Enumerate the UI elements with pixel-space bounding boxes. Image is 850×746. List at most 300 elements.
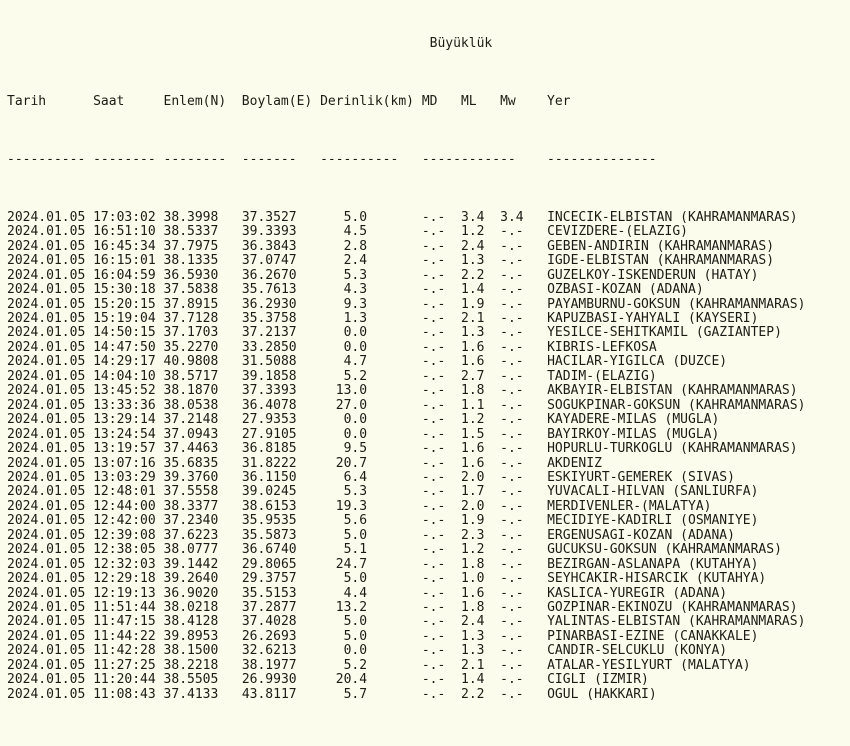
- cell-longitude: 29.3757: [241, 571, 321, 587]
- cell-longitude: 35.5873: [241, 527, 321, 543]
- cell-time: 11:47:15: [93, 614, 164, 630]
- cell-ml: 2.3: [461, 527, 501, 543]
- cell-md: -.-: [421, 325, 461, 341]
- cell-md: -.-: [421, 267, 461, 283]
- cell-md: -.-: [421, 628, 461, 644]
- cell-latitude: 40.9808: [163, 354, 242, 370]
- cell-date: 2024.01.05: [7, 397, 94, 413]
- cell-ml: 1.6: [461, 441, 501, 457]
- ruler-segment: --------------: [547, 151, 657, 167]
- cell-mw: -.-: [500, 397, 548, 413]
- cell-latitude: 37.4133: [163, 686, 242, 702]
- cell-mw: -.-: [500, 513, 548, 529]
- table-row: [7, 457, 805, 471]
- table-row: [7, 225, 805, 239]
- cell-ml: 1.1: [461, 397, 501, 413]
- column-header-row: [7, 95, 805, 109]
- table-row: [7, 558, 805, 572]
- table-row: [7, 688, 805, 702]
- cell-date: 2024.01.05: [7, 368, 94, 384]
- cell-md: -.-: [421, 253, 461, 269]
- cell-depth: 9.3: [320, 296, 422, 312]
- cell-date: 2024.01.05: [7, 209, 94, 225]
- cell-md: -.-: [421, 412, 461, 428]
- cell-ml: 1.2: [461, 542, 501, 558]
- cell-md: -.-: [421, 527, 461, 543]
- cell-time: 14:47:50: [93, 339, 164, 355]
- cell-ml: 1.2: [461, 412, 501, 428]
- cell-date: 2024.01.05: [7, 498, 94, 514]
- cell-longitude: 37.0747: [241, 253, 321, 269]
- cell-ml: 1.6: [461, 585, 501, 601]
- cell-md: -.-: [421, 397, 461, 413]
- cell-location: ATALAR-YESILYURT (MALATYA): [547, 657, 751, 673]
- cell-depth: 1.3: [320, 310, 422, 326]
- cell-date: 2024.01.05: [7, 614, 94, 630]
- magnitude-group-label: Büyüklük: [429, 36, 493, 52]
- cell-md: -.-: [421, 296, 461, 312]
- cell-location: KAPUZBASI-YAHYALI (KAYSERI): [547, 310, 759, 326]
- cell-ml: 2.4: [461, 238, 501, 254]
- cell-date: 2024.01.05: [7, 628, 94, 644]
- table-row: [7, 471, 805, 485]
- cell-date: 2024.01.05: [7, 325, 94, 341]
- cell-depth: 5.0: [320, 209, 422, 225]
- cell-latitude: 38.2218: [163, 657, 242, 673]
- table-row: [7, 384, 805, 398]
- cell-ml: 3.4: [461, 209, 501, 225]
- cell-ml: 2.2: [461, 267, 501, 283]
- cell-time: 13:24:54: [93, 426, 164, 442]
- cell-date: 2024.01.05: [7, 354, 94, 370]
- cell-location: KAYADERE-MILAS (MUGLA): [547, 412, 720, 428]
- ruler-segment: ------------: [421, 151, 516, 167]
- cell-mw: -.-: [500, 614, 548, 630]
- cell-latitude: 38.1870: [163, 383, 242, 399]
- cell-latitude: 37.7128: [163, 310, 242, 326]
- cell-location: GOZPINAR-EKINOZU (KAHRAMANMARAS): [547, 600, 798, 616]
- cell-md: -.-: [421, 368, 461, 384]
- cell-depth: 5.0: [320, 628, 422, 644]
- cell-longitude: 35.3758: [241, 310, 321, 326]
- cell-latitude: 35.2270: [163, 339, 242, 355]
- table-row: [7, 413, 805, 427]
- cell-time: 12:38:05: [93, 542, 164, 558]
- cell-latitude: 38.4128: [163, 614, 242, 630]
- cell-location: YUVACALI-HILVAN (SANLIURFA): [547, 484, 759, 500]
- cell-longitude: 36.8185: [241, 441, 321, 457]
- cell-mw: -.-: [500, 628, 548, 644]
- ruler-segment: -------: [241, 151, 297, 167]
- cell-time: 13:45:52: [93, 383, 164, 399]
- cell-time: 12:32:03: [93, 556, 164, 572]
- cell-latitude: 36.5930: [163, 267, 242, 283]
- cell-location: ESKIYURT-GEMEREK (SIVAS): [547, 469, 735, 485]
- cell-ml: 1.3: [461, 628, 501, 644]
- cell-longitude: 26.9930: [241, 672, 321, 688]
- cell-latitude: 38.1500: [163, 643, 242, 659]
- cell-latitude: 37.2340: [163, 513, 242, 529]
- table-row: [7, 644, 805, 658]
- cell-md: -.-: [421, 614, 461, 630]
- cell-time: 16:51:10: [93, 224, 164, 240]
- table-row: [7, 529, 805, 543]
- column-header-mw: Mw: [500, 94, 516, 110]
- cell-longitude: 36.3843: [241, 238, 321, 254]
- cell-depth: 5.0: [320, 527, 422, 543]
- cell-latitude: 37.1703: [163, 325, 242, 341]
- cell-ml: 2.0: [461, 498, 501, 514]
- cell-depth: 2.4: [320, 253, 422, 269]
- cell-depth: 2.8: [320, 238, 422, 254]
- cell-md: -.-: [421, 224, 461, 240]
- cell-md: -.-: [421, 354, 461, 370]
- cell-longitude: 36.6740: [241, 542, 321, 558]
- cell-mw: -.-: [500, 542, 548, 558]
- cell-longitude: 37.4028: [241, 614, 321, 630]
- cell-latitude: 37.4463: [163, 441, 242, 457]
- cell-location: BEZIRGAN-ASLANAPA (KUTAHYA): [547, 556, 759, 572]
- cell-location: AKBAYIR-ELBISTAN (KAHRAMANMARAS): [547, 383, 798, 399]
- cell-ml: 1.6: [461, 354, 501, 370]
- cell-ml: 2.1: [461, 310, 501, 326]
- cell-depth: 24.7: [320, 556, 422, 572]
- cell-location: PINARBASI-EZINE (CANAKKALE): [547, 628, 759, 644]
- cell-time: 12:19:13: [93, 585, 164, 601]
- cell-longitude: 36.4078: [241, 397, 321, 413]
- cell-time: 13:19:57: [93, 441, 164, 457]
- cell-ml: 1.2: [461, 224, 501, 240]
- table-row: [7, 601, 805, 615]
- earthquake-table: [7, 0, 805, 746]
- cell-mw: -.-: [500, 310, 548, 326]
- cell-longitude: 37.3393: [241, 383, 321, 399]
- cell-latitude: 37.2148: [163, 412, 242, 428]
- cell-ml: 1.4: [461, 282, 501, 298]
- cell-date: 2024.01.05: [7, 513, 94, 529]
- table-row: [7, 240, 805, 254]
- cell-time: 11:51:44: [93, 600, 164, 616]
- cell-mw: -.-: [500, 527, 548, 543]
- cell-mw: -.-: [500, 585, 548, 601]
- cell-time: 13:07:16: [93, 455, 164, 471]
- cell-depth: 0.0: [320, 339, 422, 355]
- cell-md: -.-: [421, 441, 461, 457]
- cell-location: GUCUKSU-GOKSUN (KAHRAMANMARAS): [547, 542, 782, 558]
- cell-ml: 1.7: [461, 484, 501, 500]
- ruler-segment: ----------: [7, 151, 86, 167]
- cell-longitude: 33.2850: [241, 339, 321, 355]
- cell-longitude: 39.3393: [241, 224, 321, 240]
- cell-ml: 1.8: [461, 600, 501, 616]
- cell-md: -.-: [421, 498, 461, 514]
- cell-location: CANDIR-SELCUKLU (KONYA): [547, 643, 728, 659]
- table-row: [7, 630, 805, 644]
- cell-latitude: 37.6223: [163, 527, 242, 543]
- cell-location: CIGLI (IZMIR): [547, 672, 649, 688]
- cell-date: 2024.01.05: [7, 441, 94, 457]
- cell-md: -.-: [421, 339, 461, 355]
- cell-latitude: 38.3998: [163, 209, 242, 225]
- cell-location: KASLICA-YUREGIR (ADANA): [547, 585, 728, 601]
- cell-depth: 5.3: [320, 267, 422, 283]
- column-header-boylam: Boylam(E): [241, 94, 313, 110]
- column-header-md: MD: [421, 94, 438, 110]
- cell-latitude: 38.0777: [163, 542, 242, 558]
- cell-location: MERDIVENLER-(MALATYA): [547, 498, 712, 514]
- cell-mw: -.-: [500, 455, 548, 471]
- ruler-segment: ----------: [320, 151, 399, 167]
- cell-time: 16:45:34: [93, 238, 164, 254]
- cell-date: 2024.01.05: [7, 542, 94, 558]
- cell-depth: 4.7: [320, 354, 422, 370]
- cell-depth: 5.3: [320, 484, 422, 500]
- cell-date: 2024.01.05: [7, 339, 94, 355]
- table-row: [7, 543, 805, 557]
- cell-ml: 1.5: [461, 426, 501, 442]
- cell-longitude: 43.8117: [241, 686, 321, 702]
- column-header-tarih: Tarih: [7, 94, 47, 110]
- cell-depth: 0.0: [320, 325, 422, 341]
- table-row: [7, 254, 805, 268]
- cell-date: 2024.01.05: [7, 224, 94, 240]
- cell-location: OZBASI-KOZAN (ADANA): [547, 282, 704, 298]
- cell-depth: 4.4: [320, 585, 422, 601]
- cell-date: 2024.01.05: [7, 426, 94, 442]
- cell-mw: -.-: [500, 282, 548, 298]
- cell-mw: -.-: [500, 354, 548, 370]
- cell-mw: -.-: [500, 686, 548, 702]
- cell-date: 2024.01.05: [7, 600, 94, 616]
- cell-latitude: 38.5337: [163, 224, 242, 240]
- cell-location: HACILAR-YIGILCA (DUZCE): [547, 354, 728, 370]
- cell-mw: -.-: [500, 556, 548, 572]
- cell-date: 2024.01.05: [7, 643, 94, 659]
- cell-location: SOGUKPINAR-GOKSUN (KAHRAMANMARAS): [547, 397, 806, 413]
- cell-date: 2024.01.05: [7, 571, 94, 587]
- cell-time: 13:29:14: [93, 412, 164, 428]
- table-row: [7, 341, 805, 355]
- cell-depth: 5.0: [320, 614, 422, 630]
- cell-md: -.-: [421, 383, 461, 399]
- cell-time: 15:30:18: [93, 282, 164, 298]
- cell-ml: 1.8: [461, 556, 501, 572]
- cell-md: -.-: [421, 600, 461, 616]
- column-header-ml: ML: [460, 94, 477, 110]
- cell-ml: 2.7: [461, 368, 501, 384]
- cell-date: 2024.01.05: [7, 253, 94, 269]
- cell-location: AKDENIZ: [547, 455, 602, 471]
- cell-location: ERGENUSAGI-KOZAN (ADANA): [547, 527, 735, 543]
- cell-location: KIBRIS-LEFKOSA: [547, 339, 657, 355]
- cell-md: -.-: [421, 643, 461, 659]
- cell-location: PAYAMBURNU-GOKSUN (KAHRAMANMARAS): [547, 296, 806, 312]
- table-row: [7, 355, 805, 369]
- cell-time: 12:42:00: [93, 513, 164, 529]
- cell-depth: 6.4: [320, 469, 422, 485]
- cell-mw: -.-: [500, 267, 548, 283]
- cell-latitude: 37.0943: [163, 426, 242, 442]
- cell-md: -.-: [421, 426, 461, 442]
- column-header-saat: Saat: [93, 94, 125, 110]
- cell-latitude: 38.0538: [163, 397, 242, 413]
- cell-mw: -.-: [500, 672, 548, 688]
- cell-time: 12:44:00: [93, 498, 164, 514]
- cell-md: -.-: [421, 542, 461, 558]
- table-row: [7, 211, 805, 225]
- cell-longitude: 31.5088: [241, 354, 321, 370]
- cell-md: -.-: [421, 238, 461, 254]
- cell-location: BAYIRKOY-MILAS (MUGLA): [547, 426, 720, 442]
- cell-longitude: 32.6213: [241, 643, 321, 659]
- cell-date: 2024.01.05: [7, 484, 94, 500]
- cell-mw: -.-: [500, 383, 548, 399]
- cell-md: -.-: [421, 469, 461, 485]
- table-row: [7, 514, 805, 528]
- cell-md: -.-: [421, 282, 461, 298]
- cell-depth: 20.7: [320, 455, 422, 471]
- cell-md: -.-: [421, 310, 461, 326]
- column-header-yer: Yer: [547, 94, 571, 110]
- cell-time: 15:19:04: [93, 310, 164, 326]
- cell-depth: 5.1: [320, 542, 422, 558]
- column-header-derinlik: Derinlik(km): [320, 94, 414, 110]
- cell-latitude: 38.0218: [163, 600, 242, 616]
- cell-ml: 2.4: [461, 614, 501, 630]
- cell-depth: 5.2: [320, 657, 422, 673]
- cell-depth: 4.5: [320, 224, 422, 240]
- cell-ml: 1.9: [461, 513, 501, 529]
- cell-depth: 0.0: [320, 426, 422, 442]
- cell-location: TADIM-(ELAZIG): [547, 368, 657, 384]
- cell-latitude: 38.5505: [163, 672, 242, 688]
- cell-time: 11:20:44: [93, 672, 164, 688]
- cell-longitude: 37.2877: [241, 600, 321, 616]
- table-row: [7, 587, 805, 601]
- table-row: [7, 500, 805, 514]
- table-row: [7, 283, 805, 297]
- cell-location: GEBEN-ANDIRIN (KAHRAMANMARAS): [547, 238, 775, 254]
- cell-time: 15:20:15: [93, 296, 164, 312]
- cell-longitude: 36.1150: [241, 469, 321, 485]
- cell-mw: -.-: [500, 469, 548, 485]
- cell-md: -.-: [421, 513, 461, 529]
- column-header-enlem: Enlem(N): [163, 94, 227, 110]
- cell-time: 16:15:01: [93, 253, 164, 269]
- cell-date: 2024.01.05: [7, 238, 94, 254]
- cell-location: YESILCE-SEHITKAMIL (GAZIANTEP): [547, 325, 782, 341]
- cell-latitude: 37.8915: [163, 296, 242, 312]
- cell-longitude: 39.0245: [241, 484, 321, 500]
- cell-md: -.-: [421, 556, 461, 572]
- cell-time: 11:44:22: [93, 628, 164, 644]
- cell-depth: 9.5: [320, 441, 422, 457]
- cell-depth: 19.3: [320, 498, 422, 514]
- cell-ml: 1.9: [461, 296, 501, 312]
- cell-depth: 0.0: [320, 643, 422, 659]
- table-row: [7, 428, 805, 442]
- cell-latitude: 39.1442: [163, 556, 242, 572]
- cell-latitude: 37.7975: [163, 238, 242, 254]
- ruler-segment: --------: [93, 151, 156, 167]
- cell-depth: 27.0: [320, 397, 422, 413]
- table-row: [7, 615, 805, 629]
- cell-md: -.-: [421, 585, 461, 601]
- cell-longitude: 26.2693: [241, 628, 321, 644]
- cell-md: -.-: [421, 484, 461, 500]
- table-row: [7, 326, 805, 340]
- table-row: [7, 442, 805, 456]
- table-row: [7, 370, 805, 384]
- cell-longitude: 35.5153: [241, 585, 321, 601]
- cell-time: 11:27:25: [93, 657, 164, 673]
- cell-date: 2024.01.05: [7, 412, 94, 428]
- cell-ml: 2.2: [461, 686, 501, 702]
- cell-md: -.-: [421, 657, 461, 673]
- cell-depth: 13.2: [320, 600, 422, 616]
- cell-time: 17:03:02: [93, 209, 164, 225]
- cell-ml: 1.4: [461, 672, 501, 688]
- cell-date: 2024.01.05: [7, 267, 94, 283]
- cell-time: 12:29:18: [93, 571, 164, 587]
- cell-latitude: 38.5717: [163, 368, 242, 384]
- table-row: [7, 659, 805, 673]
- cell-ml: 1.3: [461, 253, 501, 269]
- table-body: [7, 211, 805, 702]
- cell-depth: 5.2: [320, 368, 422, 384]
- cell-longitude: 38.1977: [241, 657, 321, 673]
- cell-longitude: 39.1858: [241, 368, 321, 384]
- cell-mw: -.-: [500, 426, 548, 442]
- cell-date: 2024.01.05: [7, 527, 94, 543]
- cell-latitude: 37.5838: [163, 282, 242, 298]
- cell-location: GUZELKOY-ISKENDERUN (HATAY): [547, 267, 759, 283]
- cell-date: 2024.01.05: [7, 296, 94, 312]
- cell-mw: -.-: [500, 643, 548, 659]
- cell-latitude: 36.9020: [163, 585, 242, 601]
- cell-md: -.-: [421, 209, 461, 225]
- cell-time: 13:33:36: [93, 397, 164, 413]
- cell-latitude: 39.3760: [163, 469, 242, 485]
- cell-time: 16:04:59: [93, 267, 164, 283]
- cell-md: -.-: [421, 455, 461, 471]
- cell-date: 2024.01.05: [7, 469, 94, 485]
- cell-longitude: 29.8065: [241, 556, 321, 572]
- cell-time: 11:08:43: [93, 686, 164, 702]
- cell-longitude: 35.9535: [241, 513, 321, 529]
- cell-mw: -.-: [500, 325, 548, 341]
- cell-md: -.-: [421, 686, 461, 702]
- cell-time: 14:50:15: [93, 325, 164, 341]
- cell-location: IGDE-ELBISTAN (KAHRAMANMARAS): [547, 253, 775, 269]
- cell-date: 2024.01.05: [7, 686, 94, 702]
- cell-date: 2024.01.05: [7, 657, 94, 673]
- cell-latitude: 35.6835: [163, 455, 242, 471]
- cell-location: INCECIK-ELBISTAN (KAHRAMANMARAS): [547, 209, 798, 225]
- cell-mw: -.-: [500, 412, 548, 428]
- cell-ml: 1.3: [461, 643, 501, 659]
- cell-longitude: 31.8222: [241, 455, 321, 471]
- table-row: [7, 572, 805, 586]
- cell-time: 14:04:10: [93, 368, 164, 384]
- cell-latitude: 39.2640: [163, 571, 242, 587]
- cell-mw: -.-: [500, 600, 548, 616]
- cell-time: 14:29:17: [93, 354, 164, 370]
- cell-mw: -.-: [500, 368, 548, 384]
- cell-ml: 1.0: [461, 571, 501, 587]
- cell-date: 2024.01.05: [7, 455, 94, 471]
- cell-ml: 1.8: [461, 383, 501, 399]
